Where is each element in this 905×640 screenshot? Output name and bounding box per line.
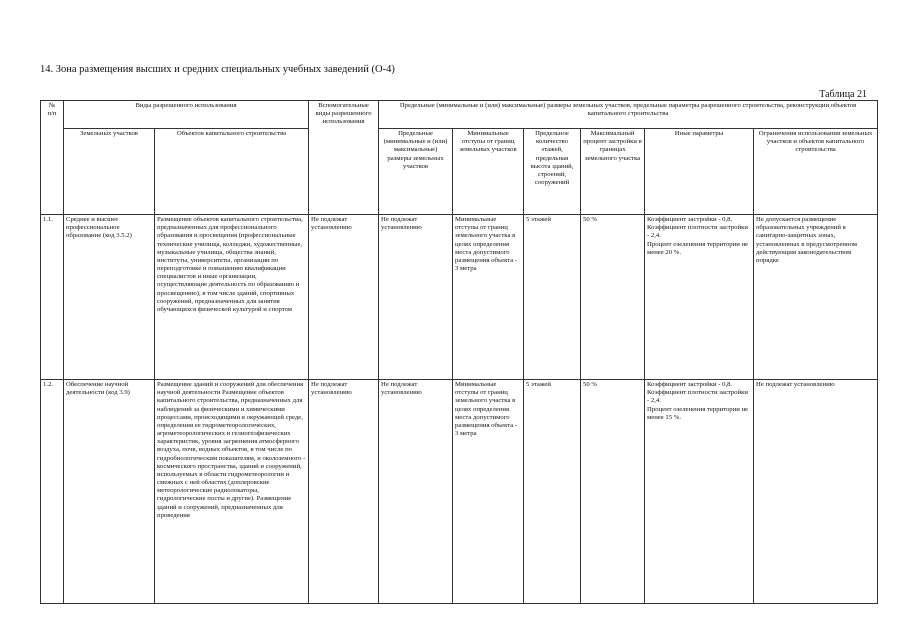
table-row [41,215,878,380]
object-description: Размещение объектов капитального строительства, предназначенных для профессионального образования и просвещения (профессиональные технические училища, колледжи, художественные, музыкальные училища, общества знаний, институты, университеты, организации по переподготовке и повышению квалификации специалистов и иные организации, осуществляющие деятельность по образованию и просвещению), в том числе зданий, спортивных сооружений, предназначенных для занятия обучающихся физической культурой и спортом [155,215,309,380]
object-description: Размещение зданий и сооружений для обеспечения научной деятельности Размещение объектов капитального строительства, предназначенных для наблюдений за физическими и химическими процессами, происходящими в окружающей среде, определения ее гидрометеорологических, агрометеорологических и гелиогеофизических характеристик, уровня загрязнения атмосферного воздуха, почв, водных объектов, в том числе по гидробиологическим показателям, и околоземного - космического пространства, зданий и сооружений, используемых в области гидрометеорологии и смежных с ней областях (доплеровские метеорологические радиолокаторы, гидрологические посты и другие). Размещение зданий и сооружений, предназначенных для проведения [155,380,309,604]
restrictions: Не подлежат установлению [754,380,878,604]
section-heading: 14. Зона размещения высших и средних специальных учебных заведений (О-4) [40,64,395,75]
plot-sizes: Не подлежат установлению [379,215,453,380]
auxiliary-uses: Не подлежат установлению [309,215,379,380]
other-parameters: Коэффициент застройки - 0,8. Коэффициент плотности застройки - 2,4. Процент озеленения территории не менее 15 %. [645,380,754,604]
table-row [41,380,878,604]
restrictions: Не допускается размещение образовательных учреждений в санитарно-защитных зонах, установленных в предусмотренном действующим законодательством порядке [754,215,878,380]
header-coverage: Максимальный процент застройки в границах земельного участка [581,129,645,215]
header-number: № п/п [41,101,64,215]
header-other-parameters: Иные параметры [645,129,754,215]
coverage: 50 % [581,380,645,604]
setbacks: Минимальные отступы от границ земельного участка в целях определения места допустимого размещения объекта - 3 метра [453,380,524,604]
floors: 5 этажей [524,215,581,380]
coverage: 50 % [581,215,645,380]
header-plot-sizes: Предельные (минимальные и (или) максимальные) размеры земельных участков [379,129,453,215]
auxiliary-uses: Не подлежат установлению [309,380,379,604]
setbacks: Минимальные отступы от границ земельного участка в целях определения места допустимого размещения объекта - 3 метра [453,215,524,380]
header-construction-objects: Объектов капитального строительства [155,129,309,215]
header-limit-parameters: Предельные (минимальные и (или) максимальные) размеры земельных участков, предельные параметры разрешенного строительства, реконструкции объектов капитального строительства [379,101,878,129]
table-caption: Таблица 21 [819,89,867,100]
row-number: 1.1. [41,215,64,380]
plot-sizes: Не подлежат установлению [379,380,453,604]
land-use-type: Среднее и высшее профессиональное образование (код 3.5.2) [64,215,155,380]
header-permitted-uses: Виды разрешенного использования [64,101,309,129]
header-floors: Предельное количество этажей, предельная высота зданий, строений, сооружений [524,129,581,215]
header-restrictions: Ограничения использования земельных участков и объектов капитального строительства [754,129,878,215]
other-parameters: Коэффициент застройки - 0,8. Коэффициент плотности застройки - 2,4. Процент озеленения территории не менее 20 %. [645,215,754,380]
header-row-2 [41,129,878,215]
row-number: 1.2. [41,380,64,604]
header-row-1 [41,101,878,129]
header-land-plots: Земельных участков [64,129,155,215]
header-auxiliary-uses: Вспомогательные виды разрешенного использования [309,101,379,215]
header-setbacks: Минимальные отступы от границ земельных участков [453,129,524,215]
floors: 5 этажей [524,380,581,604]
zone-regulations-table [40,100,878,604]
land-use-type: Обеспечение научной деятельности (код 3.9) [64,380,155,604]
